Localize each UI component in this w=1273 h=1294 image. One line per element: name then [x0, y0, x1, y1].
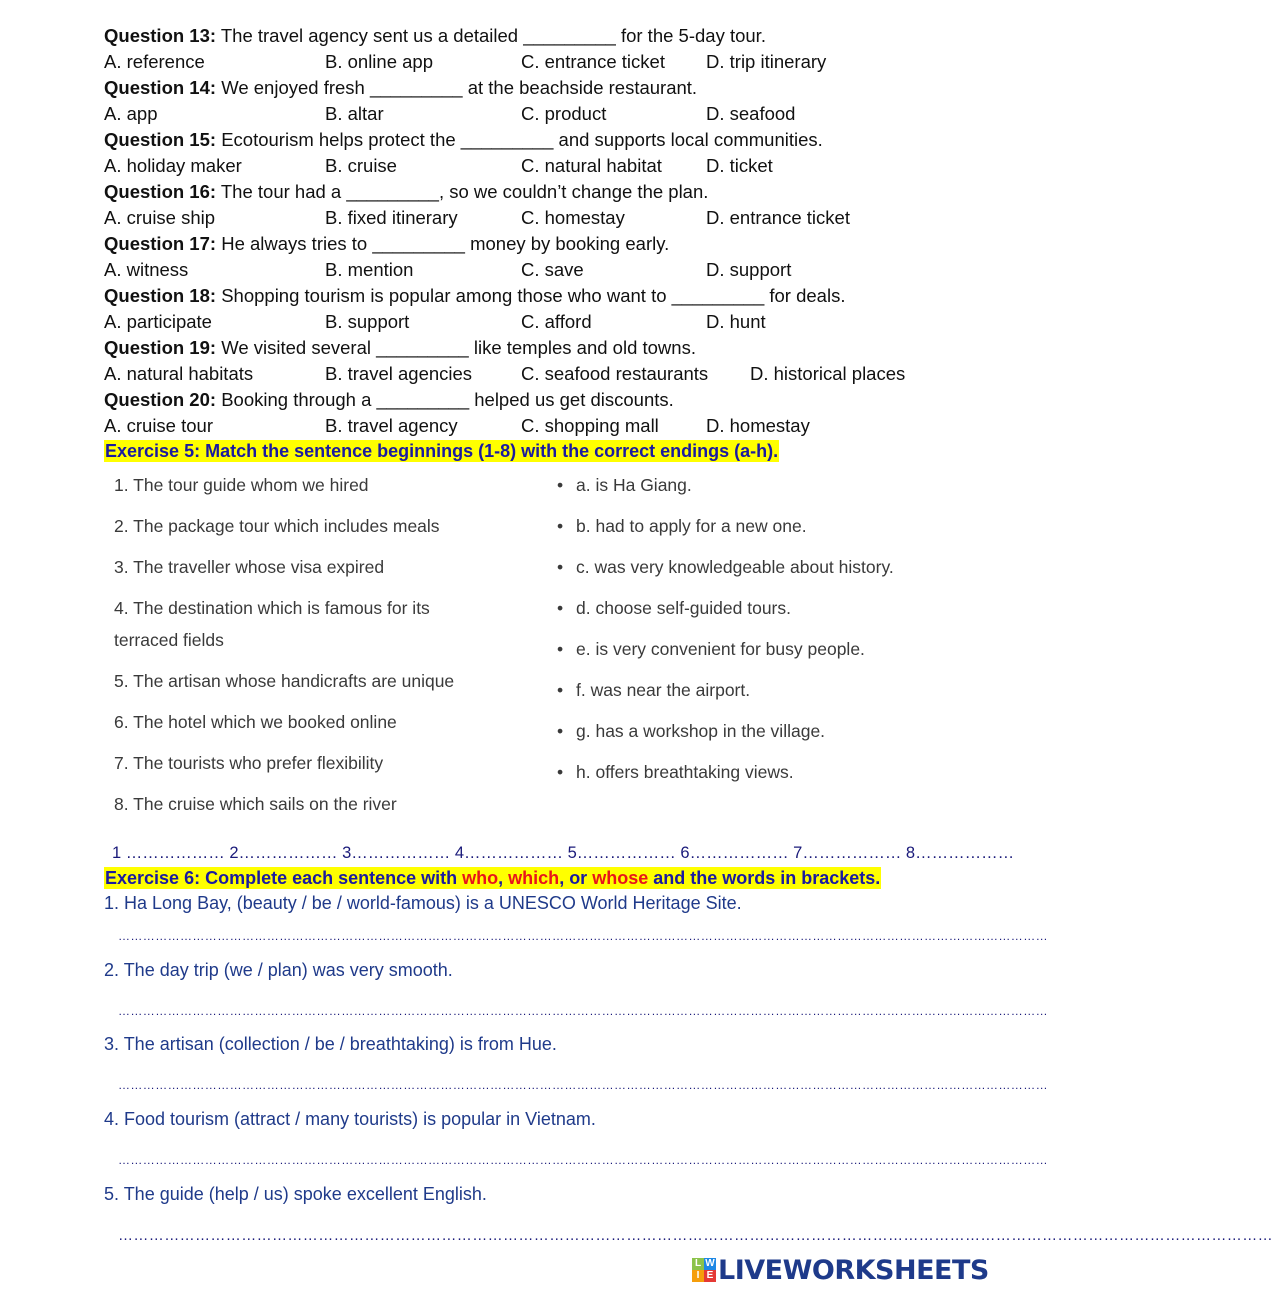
beginning-4: 4. The destination which is famous for its	[114, 598, 430, 618]
beginning-8: 8. The cruise which sails on the river	[114, 794, 397, 814]
match-answer-line[interactable]: 1 ……………… 2……………… 3……………… 4……………… 5……………… 6……………… 7……………… 8………………	[112, 844, 1015, 862]
option-a[interactable]: A. holiday maker	[104, 155, 242, 176]
option-c[interactable]: C. natural habitat	[521, 155, 662, 176]
exercise-5-heading: Exercise 5: Match the sentence beginnings (1-8) with the correct endings (a-h).	[105, 441, 779, 461]
options-row	[104, 206, 984, 230]
option-d[interactable]: D. hunt	[706, 311, 766, 332]
options-row	[104, 154, 984, 178]
options-row	[104, 414, 984, 438]
ending-a: • a. is Ha Giang.	[557, 475, 692, 495]
option-d[interactable]: D. historical places	[750, 363, 906, 384]
answer-field-1[interactable]: ………………………………………………………………………………………………………………………………………………………………………………………………………	[118, 929, 1048, 943]
question-stem: Question 13: The travel agency sent us a detailed _________ for the 5-day tour.	[104, 25, 766, 46]
option-b[interactable]: B. travel agencies	[325, 363, 473, 384]
option-c[interactable]: C. shopping mall	[521, 415, 659, 436]
ending-e: • e. is very convenient for busy people.	[557, 639, 865, 659]
beginning-2: 2. The package tour which includes meals	[114, 516, 440, 536]
ending-g: • g. has a workshop in the village.	[557, 721, 826, 741]
bullet-icon: •	[557, 639, 564, 659]
option-a[interactable]: A. cruise tour	[104, 415, 213, 436]
options-row	[104, 102, 984, 126]
option-d[interactable]: D. support	[706, 259, 792, 280]
question-stem: Question 17: He always tries to _________ money by booking early.	[104, 233, 670, 254]
option-a[interactable]: A. reference	[104, 51, 205, 72]
options-row	[104, 50, 984, 74]
bullet-icon: •	[557, 516, 564, 536]
option-d[interactable]: D. trip itinerary	[706, 51, 827, 72]
ending-f: • f. was near the airport.	[557, 680, 751, 700]
bullet-icon: •	[557, 598, 564, 618]
beginning-7: 7. The tourists who prefer flexibility	[114, 753, 384, 773]
option-a[interactable]: A. cruise ship	[104, 207, 216, 228]
answer-field-4[interactable]: ………………………………………………………………………………………………………………………………………………………………………………………………………	[118, 1153, 1048, 1167]
option-d[interactable]: D. homestay	[706, 415, 810, 436]
option-b[interactable]: B. cruise	[325, 155, 397, 176]
option-c[interactable]: C. afford	[521, 311, 592, 332]
option-b[interactable]: B. support	[325, 311, 410, 332]
ending-d: • d. choose self-guided tours.	[557, 598, 791, 618]
ending-b: • b. had to apply for a new one.	[557, 516, 807, 536]
bullet-icon: •	[557, 762, 564, 782]
beginning-4-cont: terraced fields	[114, 630, 224, 650]
question-stem: Question 14: We enjoyed fresh _________ at the beachside restaurant.	[104, 77, 698, 98]
sentence-2: 2. The day trip (we / plan) was very smooth.	[104, 960, 453, 980]
option-d[interactable]: D. entrance ticket	[706, 207, 850, 228]
liveworksheets-logo	[692, 1254, 989, 1286]
bullet-icon: •	[557, 475, 564, 495]
beginning-3: 3. The traveller whose visa expired	[114, 557, 385, 577]
question-stem: Question 18: Shopping tourism is popular among those who want to _________ for deals.	[104, 285, 846, 306]
sentence-5: 5. The guide (help / us) spoke excellent English.	[104, 1184, 487, 1204]
answer-field-3[interactable]: ………………………………………………………………………………………………………………………………………………………………………………………………………	[118, 1078, 1048, 1092]
option-b[interactable]: B. mention	[325, 259, 414, 280]
option-b[interactable]: B. travel agency	[325, 415, 458, 436]
option-c[interactable]: C. entrance ticket	[521, 51, 665, 72]
question-stem: Question 19: We visited several _________ like temples and old towns.	[104, 337, 696, 358]
option-c[interactable]: C. save	[521, 259, 584, 280]
option-b[interactable]: B. fixed itinerary	[325, 207, 458, 228]
beginning-1: 1. The tour guide whom we hired	[114, 475, 369, 495]
ending-c: • c. was very knowledgeable about history.	[557, 557, 894, 577]
bullet-icon: •	[557, 557, 564, 577]
option-a[interactable]: A. witness	[104, 259, 189, 280]
sentence-3: 3. The artisan (collection / be / breathtaking) is from Hue.	[104, 1034, 557, 1054]
option-c[interactable]: C. product	[521, 103, 607, 124]
sentence-4: 4. Food tourism (attract / many tourists) is popular in Vietnam.	[104, 1109, 596, 1129]
option-d[interactable]: D. seafood	[706, 103, 796, 124]
answer-field-2[interactable]: ………………………………………………………………………………………………………………………………………………………………………………………………………	[118, 1004, 1048, 1018]
bullet-icon: •	[557, 680, 564, 700]
logo-text: LIVEWORKSHEETS	[718, 1254, 989, 1286]
options-row	[104, 258, 984, 282]
liveworksheets-mark-icon: L W I E	[692, 1258, 716, 1282]
answer-field-5[interactable]: ………………………………………………………………………………………………………………………………………………………………………………………………………	[118, 1227, 1273, 1244]
exercise-6-heading: Exercise 6: Complete each sentence with who, which, or whose and the words in brackets.	[105, 868, 881, 888]
question-stem: Question 20: Booking through a _________ helped us get discounts.	[104, 389, 674, 410]
option-c[interactable]: C. seafood restaurants	[521, 363, 709, 384]
option-a[interactable]: A. app	[104, 103, 158, 124]
sentence-1: 1. Ha Long Bay, (beauty / be / world-famous) is a UNESCO World Heritage Site.	[104, 893, 742, 913]
question-stem: Question 16: The tour had a _________, so we couldn’t change the plan.	[104, 181, 709, 202]
option-b[interactable]: B. online app	[325, 51, 434, 72]
beginning-6: 6. The hotel which we booked online	[114, 712, 397, 732]
question-stem: Question 15: Ecotourism helps protect the _________ and supports local communities.	[104, 129, 823, 150]
beginning-5: 5. The artisan whose handicrafts are unique	[114, 671, 455, 691]
option-b[interactable]: B. altar	[325, 103, 384, 124]
options-row	[104, 310, 984, 334]
option-a[interactable]: A. natural habitats	[104, 363, 254, 384]
option-c[interactable]: C. homestay	[521, 207, 625, 228]
options-row	[104, 362, 984, 386]
bullet-icon: •	[557, 721, 564, 741]
ending-h: • h. offers breathtaking views.	[557, 762, 794, 782]
option-d[interactable]: D. ticket	[706, 155, 773, 176]
option-a[interactable]: A. participate	[104, 311, 212, 332]
